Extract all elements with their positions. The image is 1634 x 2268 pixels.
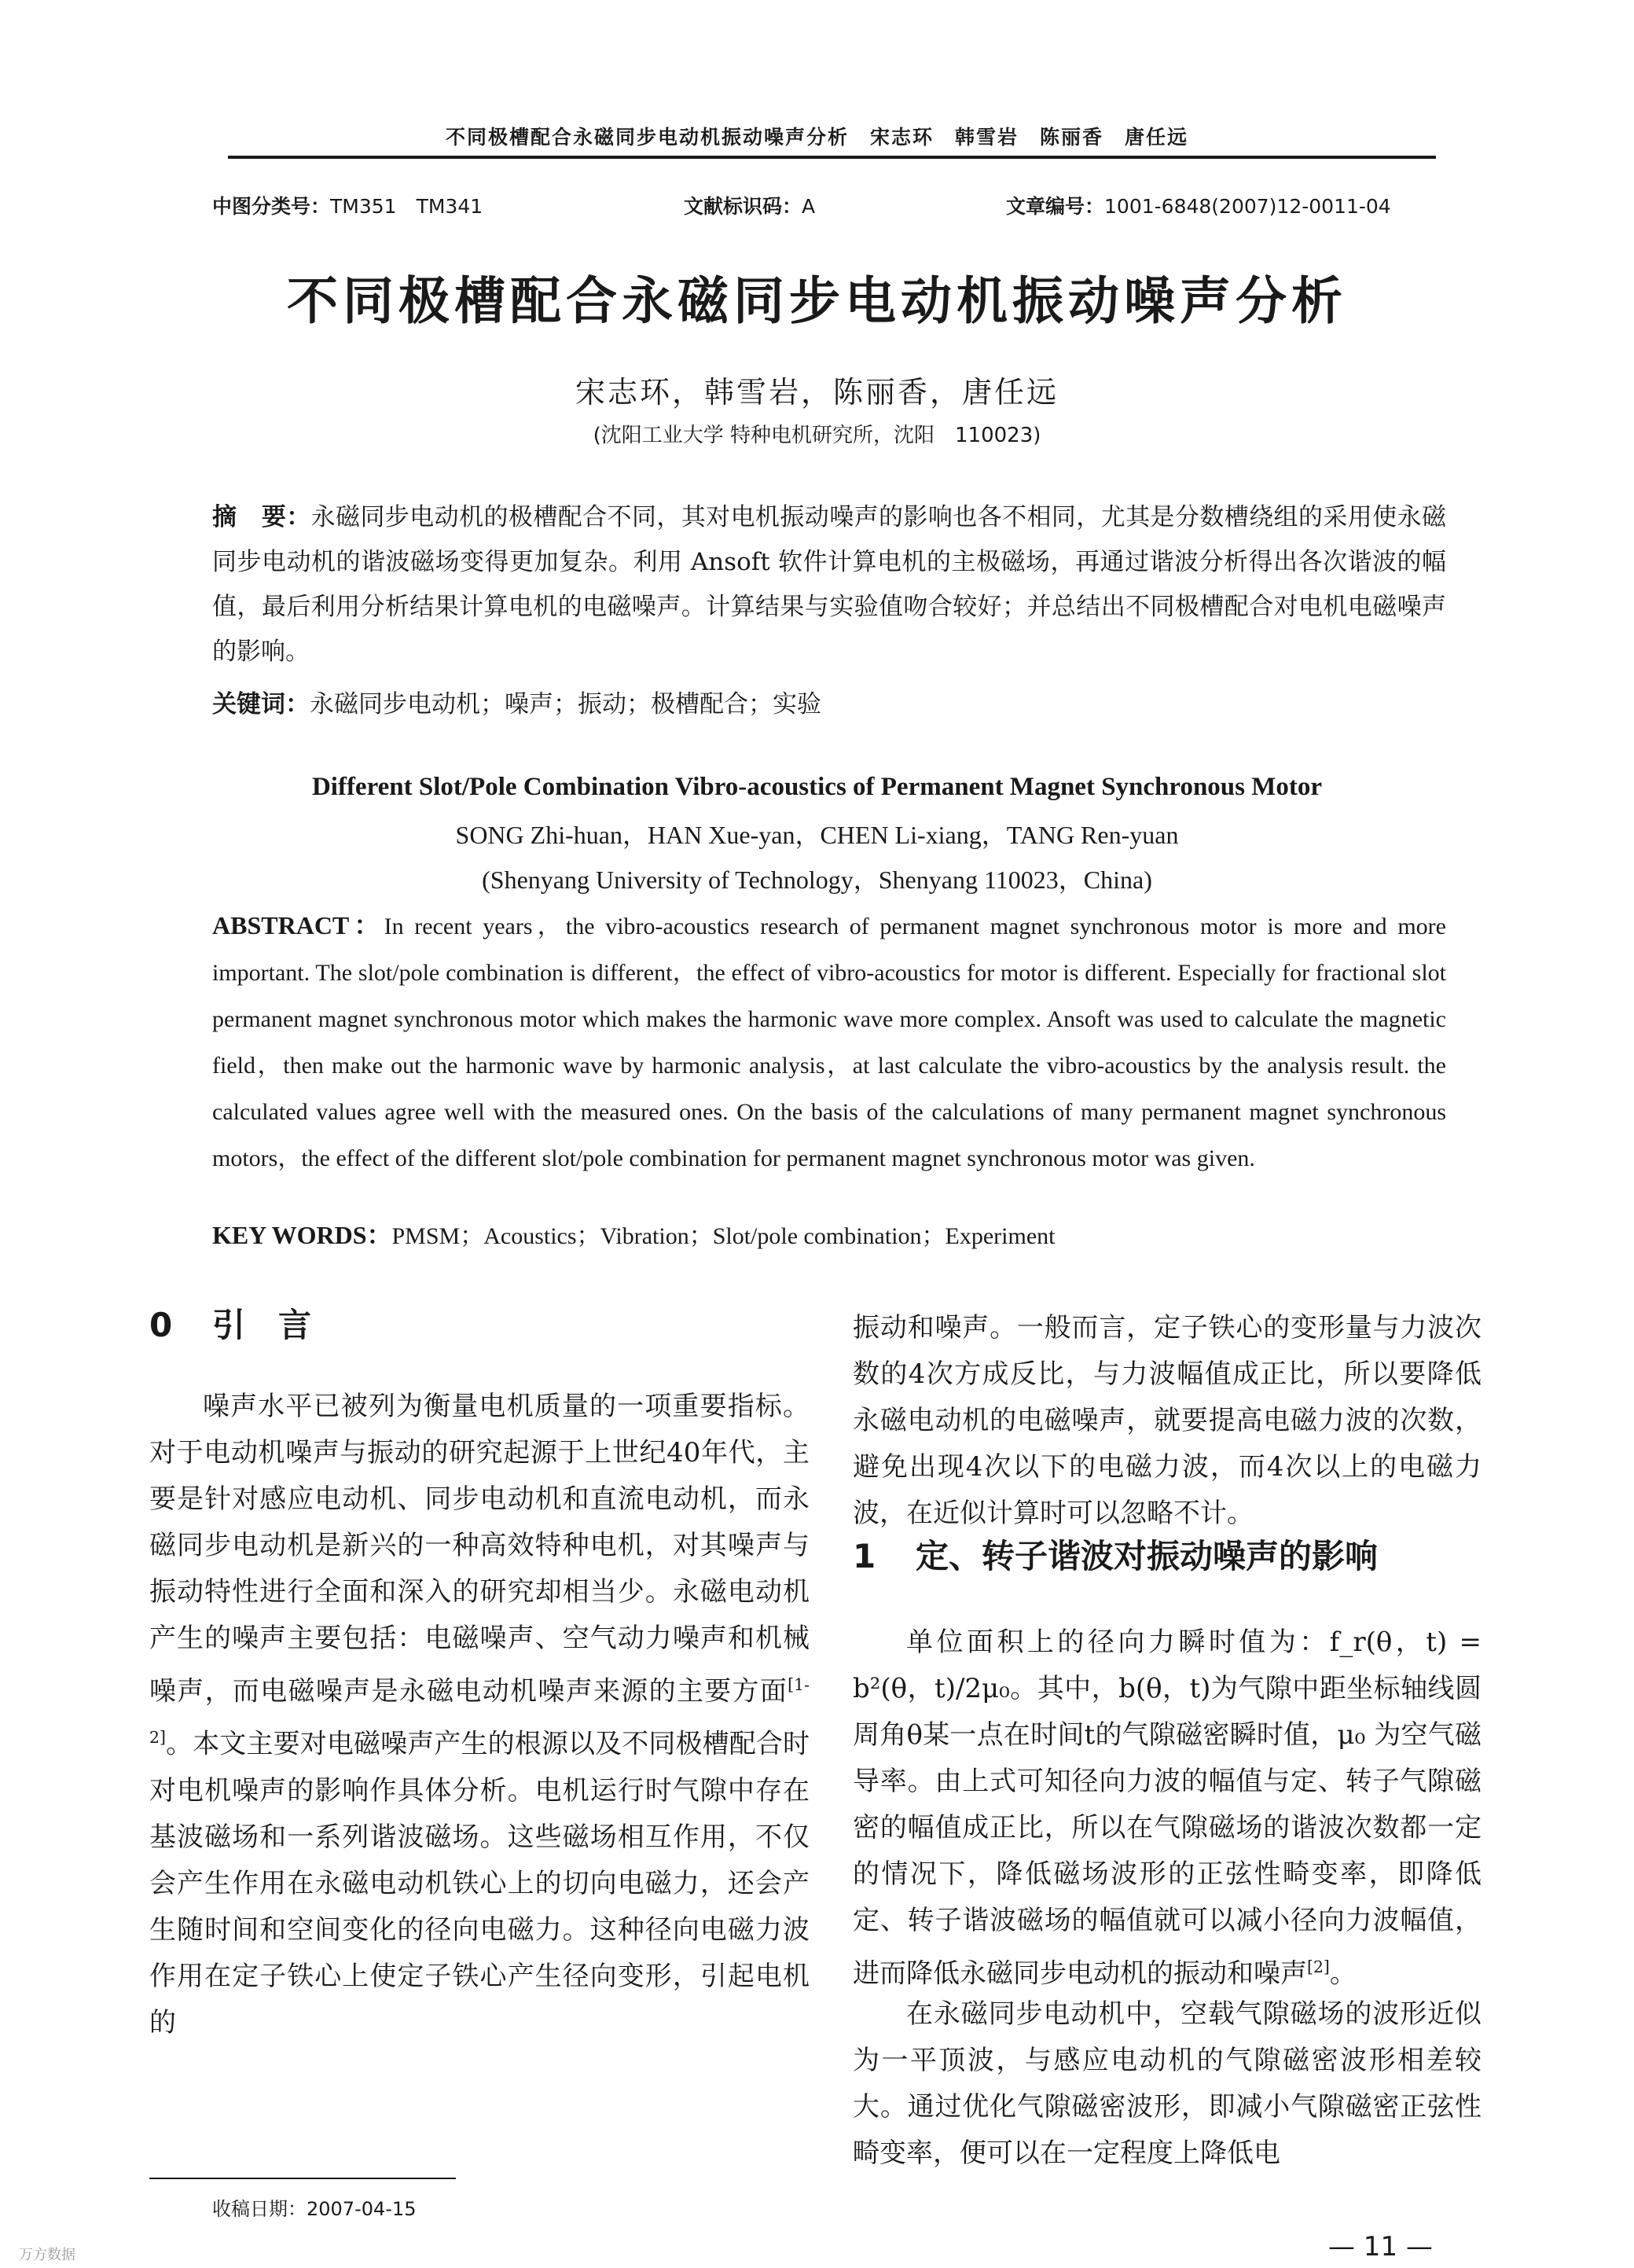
abstract-en-text: In recent years，the vibro-acoustics research of permanent magnet synchronous motor is more and more important. The slot/pole combination is different，the effect of vibro-acoustics for motor is different. Especially for fractional slot permanent magnet synchronous motor which makes the harmonic wave more complex. Ansoft was used to calculate the magnetic field，then make out the harmonic wave by harmonic analysis，at last calculate the vibro-acoustics by the analysis result. the calculated values agree well with the measured ones. On the basis of the calculations of many permanent magnet synchronous motors，the effect of the different slot/pole combination for permanent magnet synchronous motor was given. bbox=[212, 913, 1446, 1171]
section-0-paragraph-2: 振动和噪声。一般而言，定子铁心的变形量与力波次数的4次方成反比，与力波幅值成正比，所以要降低永磁电动机的电磁噪声，就要提高电磁力波的次数，避免出现4次以下的电磁力波，而4次以上的电磁力波，在近似计算时可以忽略不计。 bbox=[853, 1312, 1482, 1529]
keywords-en-text: PMSM；Acoustics；Vibration；Slot/pole combination；Experiment bbox=[391, 1223, 1056, 1249]
header-rule bbox=[228, 156, 1436, 159]
paper-title: 不同极槽配合永磁同步电动机振动噪声分析 bbox=[286, 272, 1347, 331]
clc-number bbox=[212, 191, 483, 219]
clc-value: TM351 TM341 bbox=[330, 195, 483, 218]
section-0-title: 引 言 bbox=[212, 1306, 312, 1344]
article-number bbox=[1006, 191, 1391, 219]
section-0-paragraph-1 bbox=[149, 1384, 810, 2046]
document-code bbox=[684, 191, 815, 219]
footnote-rule bbox=[149, 2178, 456, 2179]
authors: 宋志环，韩雪岩，陈丽香，唐任远 bbox=[575, 375, 1059, 410]
running-header: 不同极槽配合永磁同步电动机振动噪声分析 宋志环 韩雪岩 陈丽香 唐任远 bbox=[445, 126, 1188, 149]
affiliation: (沈阳工业大学 特种电机研究所，沈阳 110023) bbox=[593, 424, 1041, 447]
page-number: — 11 — bbox=[1328, 2231, 1433, 2262]
article-no-label: 文章编号： bbox=[1006, 195, 1105, 218]
section-1-heading bbox=[853, 1533, 1482, 1582]
article-no-value: 1001-6848(2007)12-0011-04 bbox=[1104, 195, 1391, 218]
section-0-p1-text: 噪声水平已被列为衡量电机质量的一项重要指标。对于电动机噪声与振动的研究起源于上世纪40年代，主要是针对感应电动机、同步电动机和直流电动机，而永磁同步电动机是新兴的一种高效特种电机，对其噪声与振动特性进行全面和深入的研究却相当少。永磁电动机产生的噪声主要包括：电磁噪声、空气动力噪声和机械噪声，而电磁噪声是永磁电动机噪声来源的主要方面 bbox=[149, 1391, 810, 1707]
english-authors: SONG Zhi-huan，HAN Xue-yan，CHEN Li-xiang，TANG Ren-yuan bbox=[455, 821, 1179, 849]
citation-1-2: [1-2] bbox=[149, 1675, 810, 1748]
citation-2: [2] bbox=[1307, 1957, 1330, 1976]
section-1-number: 1 bbox=[853, 1537, 876, 1575]
abstract-en-label: ABSTRACT： bbox=[212, 911, 384, 939]
keywords-en bbox=[212, 1212, 1446, 1259]
section-1-title: 定、转子谐波对振动噪声的影响 bbox=[916, 1537, 1379, 1575]
abstract-en bbox=[212, 902, 1446, 1182]
keywords-zh bbox=[212, 682, 1446, 727]
english-affiliation: (Shenyang University of Technology，Shenyang 110023，China) bbox=[482, 866, 1152, 894]
abstract-zh-text: 永磁同步电动机的极槽配合不同，其对电机振动噪声的影响也各不相同，尤其是分数槽绕组的采用使永磁同步电动机的谐波磁场变得更加复杂。利用 Ansoft 软件计算电机的主极磁场，再通过谐波分析得出各次谐波的幅值，最后利用分析结果计算电机的电磁噪声。计算结果与实验值吻合较好；并总结出不同极槽配合对电机电磁噪声的影响。 bbox=[212, 503, 1447, 666]
section-0-heading bbox=[149, 1302, 810, 1351]
received-date: 收稿日期：2007-04-15 bbox=[212, 2198, 417, 2220]
clc-label: 中图分类号： bbox=[212, 195, 331, 218]
section-1-paragraph-1 bbox=[853, 1619, 1482, 1997]
doc-code-label: 文献标识码： bbox=[684, 195, 802, 218]
abstract-zh-label: 摘 要： bbox=[212, 503, 311, 531]
section-0-number: 0 bbox=[149, 1306, 173, 1344]
watermark: 万方数据 bbox=[19, 2247, 75, 2263]
keywords-zh-text: 永磁同步电动机；噪声；振动；极槽配合；实验 bbox=[310, 690, 821, 719]
keywords-en-label: KEY WORDS： bbox=[212, 1221, 392, 1249]
abstract-zh bbox=[212, 495, 1446, 675]
section-0-p1-rest: 。本文主要对电磁噪声产生的根源以及不同极槽配合时对电机噪声的影响作具体分析。电机运行时气隙中存在基波磁场和一系列谐波磁场。这些磁场相互作用，不仅会产生作用在永磁电动机铁心上的切向电磁力，还会产生随时间和空间变化的径向电磁力。这种径向电磁力波作用在定子铁心上使定子铁心产生径向变形，引起电机的 bbox=[149, 1728, 810, 2038]
section-1-p1-text: 单位面积上的径向力瞬时值为：f_r(θ，t) = b²(θ，t)/2μ₀。其中，b(θ，t)为气隙中距坐标轴线圆周角θ某一点在时间t的气隙磁密瞬时值，μ₀ 为空气磁导率。由上式可知径向力波的幅值与定、转子气隙磁密的幅值成正比，所以在气隙磁场的谐波次数都一定的情况下，降低磁场波形的正弦性畸变率，即降低定、转子谐波磁场的幅值就可以减小径向力波幅值，进而降低永磁同步电动机的振动和噪声 bbox=[853, 1627, 1482, 1990]
doc-code-value: A bbox=[802, 195, 816, 218]
keywords-zh-label: 关键词： bbox=[212, 690, 310, 719]
english-title: Different Slot/Pole Combination Vibro-acoustics of Permanent Magnet Synchronous Motor bbox=[311, 773, 1323, 801]
section-1-p1-end: 。 bbox=[1329, 1957, 1357, 1990]
section-1-paragraph-2: 在永磁同步电动机中，空载气隙磁场的波形近似为一平顶波，与感应电动机的气隙磁密波形相差较大。通过优化气隙磁密波形，即减小气隙磁密正弦性畸变率，便可以在一定程度上降低电 bbox=[853, 1998, 1482, 2169]
